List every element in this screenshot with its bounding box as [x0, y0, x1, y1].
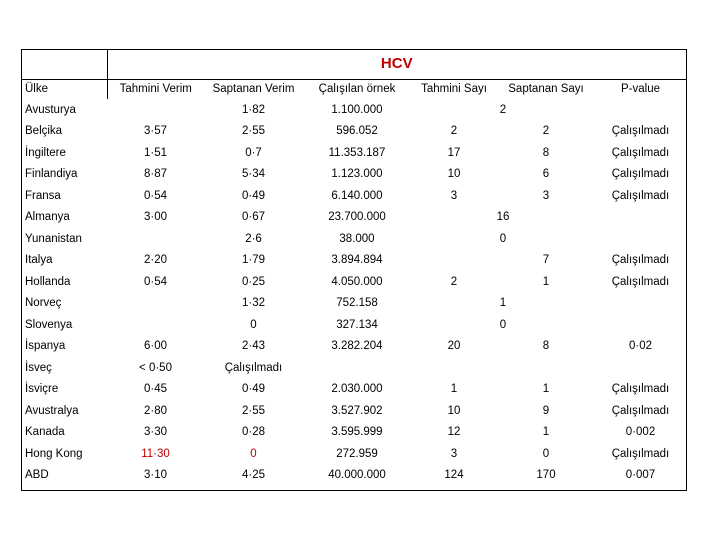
country-cell: Yunanistan — [25, 232, 82, 245]
estimated-count-cell: 2 — [450, 275, 458, 288]
table-row — [21, 207, 686, 229]
sample-cell: 3.894.894 — [331, 254, 383, 267]
table-row — [21, 357, 686, 379]
header-country: Ülke — [25, 83, 49, 95]
detected-count-cell: 3 — [542, 189, 550, 202]
sample-cell: 4.050.000 — [331, 275, 383, 288]
detected-rate-cell: 2·55 — [241, 125, 266, 138]
detected-rate-cell: 0·67 — [241, 211, 266, 224]
table-row — [21, 465, 686, 487]
table-title: HCV — [107, 49, 686, 79]
estimated-rate-cell: 3·57 — [143, 125, 168, 138]
estimated-count-cell: 124 — [444, 469, 464, 482]
estimated-rate-cell: 11·30 — [141, 447, 170, 460]
detected-count-cell: 1 — [542, 383, 550, 396]
detected-count-cell: 2 — [542, 125, 550, 138]
detected-rate-cell: 0·28 — [241, 426, 266, 439]
header-detected-count: Saptanan Sayı — [508, 83, 584, 95]
header-estimated-count: Tahmini Sayı — [421, 83, 487, 95]
detected-rate-cell: 0 — [250, 318, 257, 331]
hcv-data-table — [21, 49, 686, 486]
country-cell: İsveç — [25, 361, 52, 374]
country-cell: Almanya — [25, 211, 70, 224]
table-row — [21, 271, 686, 293]
detected-rate-cell: 1·82 — [241, 103, 266, 116]
table-row — [21, 121, 686, 143]
country-cell: ABD — [25, 469, 49, 482]
detected-rate-cell: 0·25 — [241, 275, 266, 288]
estimated-rate-cell: 2·20 — [143, 254, 168, 267]
sample-cell: 38.000 — [339, 232, 375, 245]
detected-count-cell: 8 — [542, 340, 550, 353]
detected-count-cell: 0 — [499, 318, 507, 331]
detected-count-cell: 16 — [496, 211, 510, 224]
detected-rate-cell: 0·7 — [245, 146, 262, 159]
header-pvalue: P-value — [621, 83, 660, 95]
country-cell: Italya — [25, 254, 53, 267]
detected-count-cell: 6 — [542, 168, 550, 181]
country-cell: Kanada — [25, 426, 65, 439]
detected-rate-cell: 5·34 — [241, 168, 266, 181]
estimated-rate-cell: 8·87 — [143, 168, 168, 181]
estimated-count-cell: 17 — [447, 146, 461, 159]
detected-count-cell: 1 — [542, 275, 550, 288]
pvalue-cell: 0·002 — [625, 426, 656, 439]
table-row — [21, 250, 686, 272]
header-row — [21, 79, 686, 99]
detected-rate-cell: 0 — [250, 447, 257, 460]
country-cell: Belçika — [25, 125, 63, 138]
estimated-rate-cell: 0·54 — [143, 275, 168, 288]
title-row — [21, 49, 686, 79]
estimated-rate-cell: 3·00 — [143, 211, 168, 224]
country-cell: Norveç — [25, 297, 62, 310]
sample-cell: 11.353.187 — [328, 146, 386, 159]
note-cell: Çalışılmadı — [224, 361, 283, 374]
sample-cell: 40.000.000 — [328, 469, 386, 482]
detected-rate-cell: 0·49 — [241, 383, 266, 396]
pvalue-cell: Çalışılmadı — [611, 189, 670, 202]
sample-cell: 272.959 — [336, 447, 378, 460]
pvalue-cell: 0·007 — [625, 469, 656, 482]
table-row — [21, 164, 686, 186]
country-cell: İspanya — [25, 340, 66, 353]
sample-cell: 327.134 — [336, 318, 378, 331]
header-detected-rate: Saptanan Verim — [212, 83, 295, 95]
estimated-rate-cell: 0·54 — [143, 189, 168, 202]
pvalue-cell: Çalışılmadı — [611, 146, 670, 159]
estimated-rate-cell: 2·80 — [143, 404, 168, 417]
pvalue-cell: Çalışılmadı — [611, 254, 670, 267]
detected-count-cell: 0 — [542, 447, 550, 460]
table-row — [21, 336, 686, 358]
detected-count-cell: 9 — [542, 404, 550, 417]
detected-rate-cell: 2·43 — [241, 340, 266, 353]
sample-cell: 6.140.000 — [331, 189, 383, 202]
country-cell: Hollanda — [25, 275, 71, 288]
country-cell: Slovenya — [25, 318, 73, 331]
detected-rate-cell: 2·6 — [245, 232, 262, 245]
header-estimated-rate: Tahmini Verim — [107, 79, 204, 99]
estimated-count-cell: 10 — [447, 168, 461, 181]
estimated-count-cell: 12 — [447, 426, 461, 439]
country-cell: İngiltere — [25, 146, 66, 159]
detected-count-cell: 1 — [499, 297, 507, 310]
header-sample: Çalışılan örnek — [318, 83, 396, 95]
detected-count-cell: 2 — [499, 103, 507, 116]
table-row — [21, 185, 686, 207]
table-row — [21, 443, 686, 465]
country-cell: İsviçre — [25, 383, 59, 396]
detected-rate-cell: 1·32 — [241, 297, 266, 310]
table-row — [21, 379, 686, 401]
table-row — [21, 400, 686, 422]
sample-cell: 2.030.000 — [331, 383, 383, 396]
estimated-count-cell: 2 — [450, 125, 458, 138]
sample-cell: 1.100.000 — [331, 103, 383, 116]
pvalue-cell: 0·02 — [628, 340, 653, 353]
estimated-rate-cell: 0·45 — [143, 383, 168, 396]
table-row — [21, 142, 686, 164]
pvalue-cell: Çalışılmadı — [611, 383, 670, 396]
detected-rate-cell: 1·79 — [241, 254, 266, 267]
table-row — [21, 314, 686, 336]
pvalue-cell: Çalışılmadı — [611, 275, 670, 288]
estimated-rate-cell: 1·51 — [143, 146, 168, 159]
pvalue-cell: Çalışılmadı — [611, 125, 670, 138]
sample-cell: 23.700.000 — [328, 211, 386, 224]
estimated-count-cell: 3 — [450, 447, 458, 460]
pvalue-cell: Çalışılmadı — [611, 168, 670, 181]
estimated-count-cell: 3 — [450, 189, 458, 202]
detected-count-cell: 170 — [536, 469, 556, 482]
table-row — [21, 228, 686, 250]
country-cell: Avustralya — [25, 404, 79, 417]
estimated-rate-cell: 3·30 — [143, 426, 168, 439]
sample-cell: 1.123.000 — [331, 168, 383, 181]
table-row — [21, 293, 686, 315]
country-cell: Finlandiya — [25, 168, 78, 181]
country-cell: Avusturya — [25, 103, 76, 116]
estimated-rate-cell: 6·00 — [143, 340, 168, 353]
detected-count-cell: 7 — [542, 254, 550, 267]
detected-rate-cell: 0·49 — [241, 189, 266, 202]
detected-count-cell: 0 — [499, 232, 507, 245]
estimated-count-cell: 1 — [450, 383, 458, 396]
estimated-rate-cell: 3·10 — [143, 469, 168, 482]
sample-cell: 752.158 — [336, 297, 378, 310]
table-row — [21, 99, 686, 121]
detected-rate-cell: 2·55 — [241, 404, 266, 417]
detected-count-cell: 1 — [542, 426, 550, 439]
detected-rate-cell: 4·25 — [241, 469, 266, 482]
sample-cell: 3.595.999 — [331, 426, 383, 439]
country-cell: Fransa — [25, 189, 61, 202]
sample-cell: 3.527.902 — [331, 404, 383, 417]
table-row — [21, 422, 686, 444]
detected-count-cell: 8 — [542, 146, 550, 159]
pvalue-cell: Çalışılmadı — [611, 404, 670, 417]
country-cell: Hong Kong — [25, 447, 83, 460]
estimated-count-cell: 10 — [447, 404, 461, 417]
sample-cell: 596.052 — [336, 125, 378, 138]
estimated-count-cell: 20 — [447, 340, 461, 353]
pvalue-cell: Çalışılmadı — [611, 447, 670, 460]
estimated-rate-cell: < 0·50 — [139, 361, 172, 374]
sample-cell: 3.282.204 — [331, 340, 383, 353]
